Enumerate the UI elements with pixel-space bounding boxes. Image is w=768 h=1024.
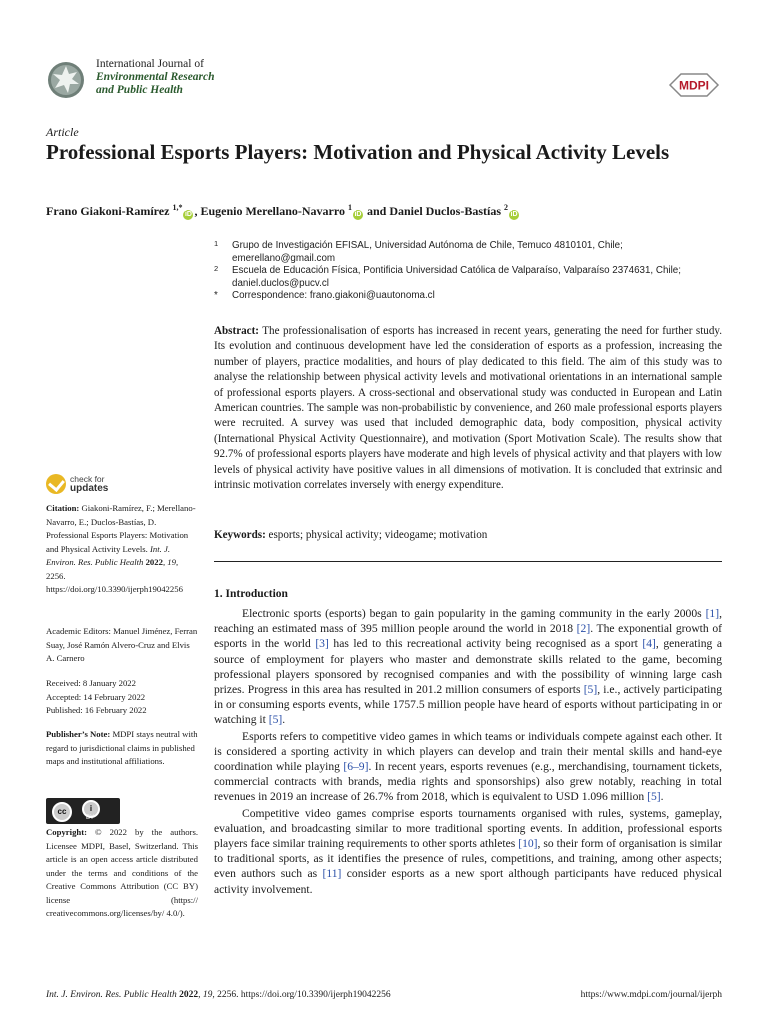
- affiliations: [214, 240, 714, 303]
- attribution-icon: i: [82, 800, 100, 818]
- author-affiliation-mark: 2: [504, 203, 509, 212]
- journal-name: [96, 58, 215, 97]
- article-title: Professional Esports Players: Motivation and Physical Activity Levels: [46, 140, 670, 164]
- copyright-block: Copyright: © 2022 by the authors. Licensee MDPI, Basel, Switzerland. This article is an open access article distributed under the terms and conditions of the Creative Commons Attribution (CC BY) license (https:// creativecommons.org/licenses/by/ 4.0/).: [46, 827, 199, 918]
- article-type: Article: [46, 125, 79, 139]
- section-heading: 1. Introduction: [214, 588, 288, 600]
- journal-line-3: and Public Health: [96, 84, 183, 96]
- affiliation-item: 1 Grupo de Investigación EFISAL, Universidad Autónoma de Chile, Temuco 4810101, Chile; emerellano@gmail.com: [214, 239, 623, 264]
- citation-block: Citation: Giakoni-Ramírez, F.; Merellano-Navarro, E.; Duclos-Bastías, D. Professional Esports Players: Motivation and Physical Activity Levels. Int. J. Environ. Res. Public Health 2022, 19, 2256. https://doi.org/10.3390/ijerph19042256: [46, 503, 196, 594]
- citation-link[interactable]: [4]: [642, 637, 656, 651]
- publisher-note: Publisher’s Note: MDPI stays neutral with regard to jurisdictional claims in published maps and institutional affiliations.: [46, 729, 198, 766]
- author-name: Frano Giakoni-Ramírez: [46, 204, 170, 218]
- keywords-label: Keywords:: [214, 529, 266, 541]
- check-label: check for: [70, 474, 105, 484]
- author-affiliation-mark: 1: [347, 203, 352, 212]
- received-date: Received: 8 January 2022: [46, 678, 136, 688]
- footer-citation: Int. J. Environ. Res. Public Health 2022, 19, 2256. https://doi.org/10.3390/ijerph19042256: [46, 990, 391, 1000]
- divider: [214, 561, 722, 562]
- journal-url-link[interactable]: https://www.mdpi.com/journal/ijerph: [580, 990, 722, 1000]
- checkmark-icon: [46, 474, 66, 494]
- keywords-text: esports; physical activity; videogame; motivation: [268, 529, 488, 541]
- updates-label: updates: [70, 483, 109, 494]
- citation-link[interactable]: [10]: [518, 837, 538, 851]
- citation-link[interactable]: [2]: [576, 622, 591, 636]
- author-name: Daniel Duclos-Bastías: [389, 204, 502, 218]
- body-paragraph: Esports refers to competitive video games in which teams or individuals compete against each other. It is considered a sporting activity in which players can develop and train their mental skills and hand-eye coordination while playing [6–9]. In recent years, esports revenues (e.g., merchandising, tournament tickets, commercial contracts with brands, media rights and sponsorships) also grew notably, reaching in total revenues in 2019 an increase of 26.7% from 2018, which is equivalent to USD 1.096 million [5].: [214, 729, 722, 804]
- citation-link[interactable]: [5]: [647, 790, 661, 804]
- journal-line-2: Environmental Research: [96, 71, 215, 83]
- citation-link[interactable]: [5]: [583, 683, 598, 697]
- author-affiliation-mark: 1,*: [172, 203, 183, 212]
- published-date: Published: 16 February 2022: [46, 705, 147, 715]
- cc-by-license-badge[interactable]: cc i BY: [46, 798, 120, 824]
- body-paragraph: Electronic sports (esports) began to gain popularity in the gaming community in the early 2000s [1], reaching an estimated mass of 395 million people around the world in 2018 [2]. The exponential growth of esports in the world [3] has led to this recreational activity being recognised as a sport [4], generating a source of employment for players who master and demonstrate skills related to the game, becoming professional players sponsored by recognised companies and with the possibility of winning large cash prizes. Progress in this area has resulted in 201.2 million consumers of esports [5], i.e., actively participating in or consuming esports events, while 1757.5 million people have heard of esports without participating in or watching it [5].: [214, 607, 722, 727]
- abstract-label: Abstract:: [214, 325, 259, 337]
- publisher-name: MDPI: [679, 78, 709, 93]
- academic-editors: Academic Editors: Manuel Jiménez, Ferran Suay, José Ramón Alvero-Cruz and Elvis A. Carnero: [46, 626, 198, 663]
- orcid-icon[interactable]: iD: [184, 211, 192, 218]
- body-paragraph: Competitive video games comprise esports tournaments organised with rules, systems, gameplay, evaluation, and broadcasting similar to more traditional sporting events. In addition, professional esports players face similar training requirements to other sports athletes [10], so their form of organisation is similar to traditional sports, as it identifies the presence of rules, competitions, and training, among other aspects; even authors such as [11] consider esports as a new sport although participants have reduced physical activity involvement.: [214, 806, 722, 896]
- author-name: Eugenio Merellano-Navarro: [200, 204, 345, 218]
- introduction-body: [214, 606, 722, 898]
- citation-link[interactable]: [6–9]: [343, 760, 369, 774]
- publisher-logo: [666, 72, 722, 103]
- citation-link[interactable]: [11]: [322, 867, 342, 881]
- journal-logo: [46, 60, 86, 100]
- affiliation-item: 2 Escuela de Educación Física, Pontificia Universidad Católica de Valparaíso, Valparaíso 2374631, Chile; daniel.duclos@pucv.cl: [214, 264, 681, 289]
- page-footer: [46, 990, 722, 1000]
- abstract: [214, 324, 722, 493]
- cc-icon: cc: [52, 802, 72, 822]
- citation-link[interactable]: [3]: [315, 637, 329, 651]
- dates-block: [46, 677, 198, 718]
- journal-line-1: International Journal of: [96, 58, 204, 70]
- citation-link[interactable]: [1]: [705, 607, 720, 620]
- check-for-updates-button[interactable]: [46, 474, 108, 494]
- author-list: Frano Giakoni-Ramírez $^{1,*}$iD , Eugenio Merellano-Navarro $^1$iD and Daniel Duclos-Bastías $^2$iD: [46, 203, 518, 218]
- correspondence-item: * Correspondence: frano.giakoni@uautonoma.cl: [214, 290, 435, 302]
- orcid-icon[interactable]: iD: [510, 211, 518, 218]
- accepted-date: Accepted: 14 February 2022: [46, 691, 146, 702]
- abstract-text: The professionalisation of esports has increased in recent years, generating the need for further study. Its evolution and continuous development have led the consideration of esports as a profession, increasing the number of players, practice modalities, and hours of play dedicated to this field. The aim of this study was to analyse the relationship between physical activity levels and motivational orientations in an international sample of professional esports players. A cross-sectional and observational study was conducted in European and Latin American countries. The sample was non-probabilistic by convenience, and 260 male professional esports players were recruited. A survey was used that included demographic data, body composition, physical activity (International Physical Activity Questionnaire), and motivation (Sport Motivation Scale). The results show that 92.7% of professional esports players have moderate and high levels of physical activity and that players with low levels of physical activity have positive values in all dimensions of motivation. It is concluded that extrinsic and intrinsic motivation correlates inversely with energy expenditure.: [214, 325, 722, 492]
- keywords: [214, 529, 722, 541]
- orcid-icon[interactable]: iD: [354, 211, 362, 218]
- citation-link[interactable]: [5]: [268, 713, 283, 727]
